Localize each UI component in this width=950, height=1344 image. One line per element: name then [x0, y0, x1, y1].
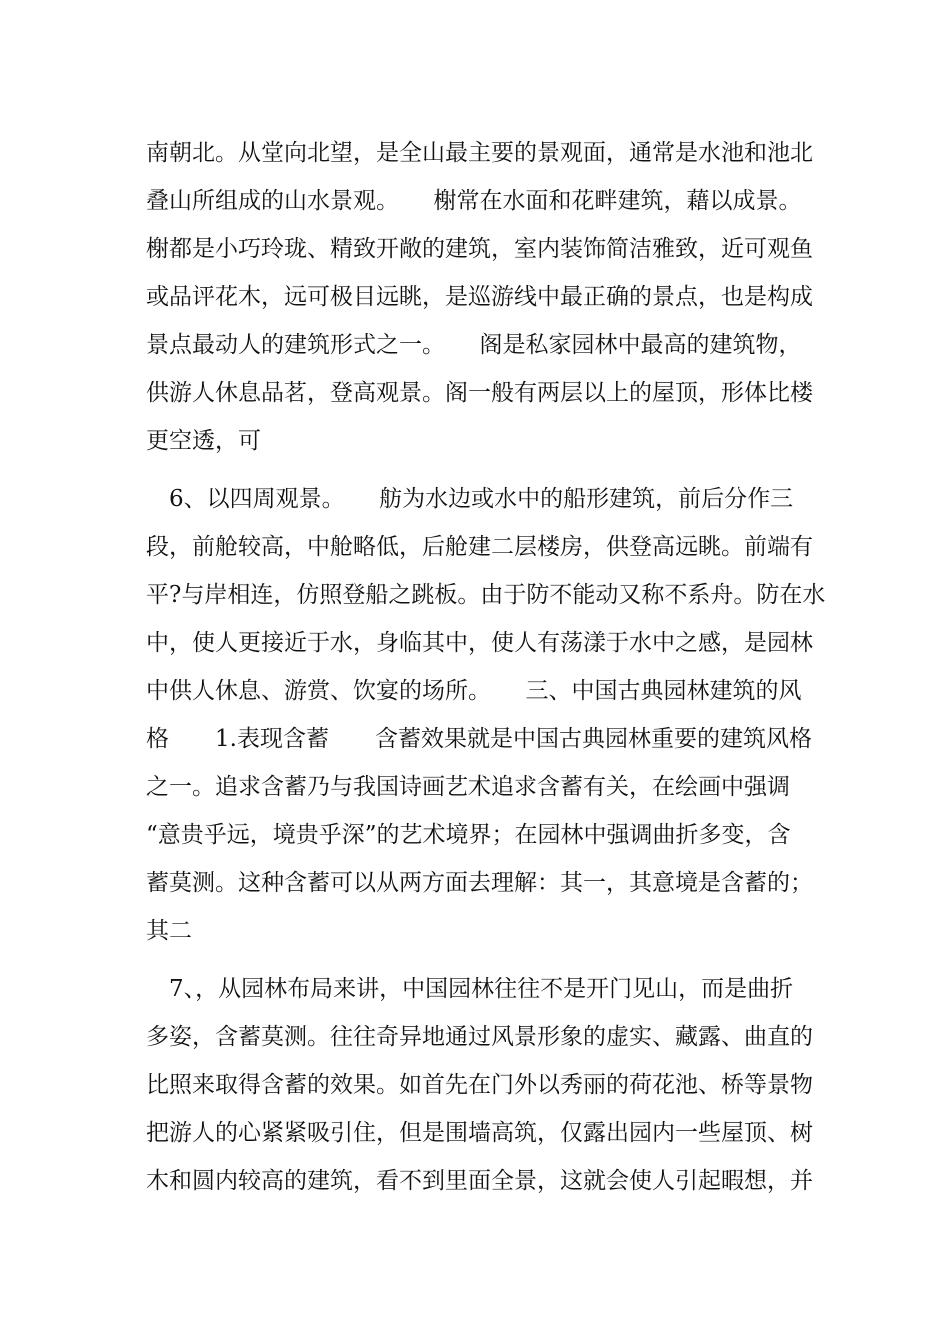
text-line: 中供人休息、游赏、饮宴的场所。 三、中国古典园林建筑的风	[146, 678, 802, 704]
text-line: 或品评花木，远可极目远眺，是巡游线中最正确的景点，也是构成	[146, 284, 813, 310]
text-line: 段，前舱较高，中舱略低，后舱建二层楼房，供登高远眺。前端有	[146, 534, 813, 560]
text-line: 其二	[146, 918, 192, 944]
text-line: 把游人的心紧紧吸引住，但是围墙高筑，仅露出园内一些屋顶、树	[146, 1120, 813, 1146]
text-line: 榭都是小巧玲珑、精致开敞的建筑，室内装饰简洁雅致，近可观鱼	[146, 236, 813, 262]
text-line: 比照来取得含蓄的效果。如首先在门外以秀丽的荷花池、桥等景物	[146, 1072, 813, 1098]
text-line: 木和圆内较高的建筑，看不到里面全景，这就会使人引起暇想，并	[146, 1168, 813, 1194]
text-line: 南朝北。从堂向北望，是全山最主要的景观面，通常是水池和池北	[146, 140, 813, 166]
text-line: 平?与岸相连，仿照登船之跳板。由于防不能动又称不系舟。防在水	[146, 582, 826, 608]
text-line: 中，使人更接近于水，身临其中，使人有荡漾于水中之感，是园林	[146, 630, 813, 656]
text-line: 供游人休息品茗，登高观景。阁一般有两层以上的屋顶，形体比楼	[146, 380, 813, 406]
text-line: 6、以四周观景。 舫为水边或水中的船形建筑，前后分作三	[146, 486, 794, 512]
text-line: 7、，从园林布局来讲，中国园林往往不是开门见山，而是曲折	[146, 976, 794, 1002]
text-line: 叠山所组成的山水景观。 榭常在水面和花畔建筑，藉以成景。	[146, 188, 802, 214]
text-line: 蓄莫测。这种含蓄可以从两方面去理解：其一，其意境是含蓄的；	[146, 870, 813, 896]
text-line: 格 1.表现含蓄 含蓄效果就是中国古典园林重要的建筑风格	[146, 726, 812, 752]
text-line: 多姿，含蓄莫测。往往奇异地通过风景形象的虚实、藏露、曲直的	[146, 1024, 813, 1050]
text-line: “意贵乎远，境贵乎深”的艺术境界；在园林中强调曲折多变，含	[146, 822, 791, 848]
text-line: 更空透，可	[146, 428, 261, 454]
text-line: 之一。追求含蓄乃与我国诗画艺术追求含蓄有关，在绘画中强调	[146, 774, 790, 800]
text-line: 景点最动人的建筑形式之一。 阁是私家园林中最高的建筑物，	[146, 332, 802, 358]
